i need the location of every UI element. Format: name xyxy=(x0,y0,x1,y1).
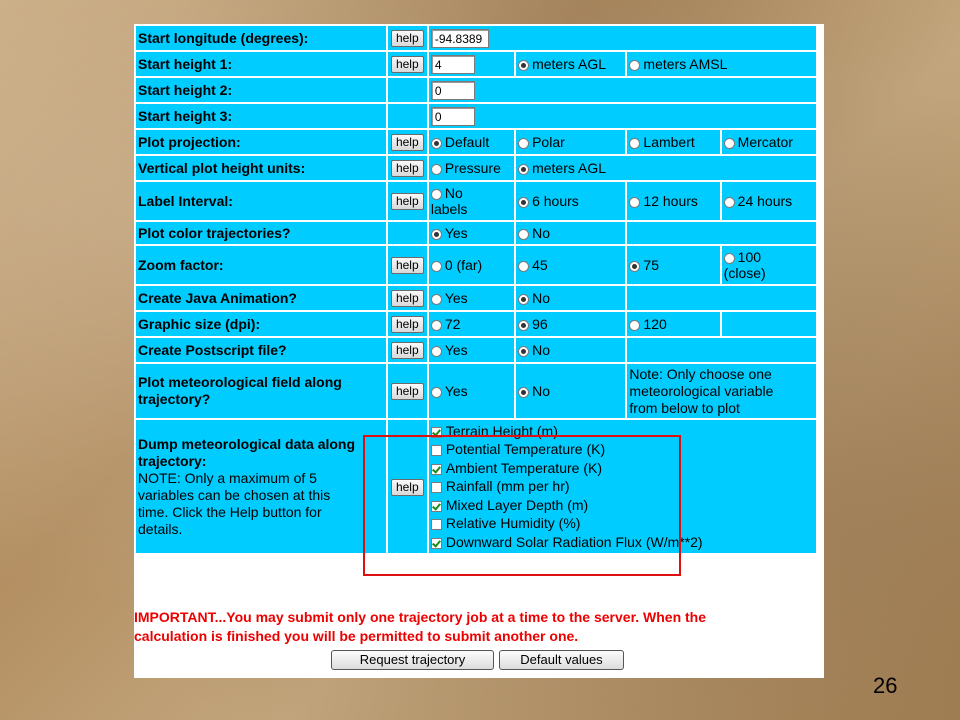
row-label: Create Postscript file? xyxy=(136,338,386,362)
checkbox-rainfall[interactable]: Rainfall (mm per hr) xyxy=(431,477,814,496)
row-postscript xyxy=(136,338,816,362)
radio-unselected-icon xyxy=(431,387,442,398)
checkbox-mixed-layer-depth[interactable]: Mixed Layer Depth (m) xyxy=(431,496,814,515)
radio-unselected-icon xyxy=(629,197,640,208)
checkbox-icon xyxy=(431,482,442,493)
row-vertical-units xyxy=(136,156,816,180)
radio-zoom-45[interactable]: 45 xyxy=(516,246,625,284)
radio-unselected-icon xyxy=(629,60,640,71)
radio-unselected-icon xyxy=(629,320,640,331)
start-longitude-input[interactable]: -94.8389 xyxy=(431,29,489,48)
radio-no[interactable]: No xyxy=(516,286,625,310)
row-label: Label Interval: xyxy=(136,182,386,220)
row-label: Start height 3: xyxy=(136,104,386,128)
radio-unselected-icon xyxy=(431,261,442,272)
radio-zoom-100[interactable]: 100 (close) xyxy=(722,246,816,284)
help-button[interactable]: help xyxy=(391,193,424,210)
row-label: Create Java Animation? xyxy=(136,286,386,310)
help-button[interactable]: help xyxy=(391,134,424,151)
radio-dpi-96[interactable]: 96 xyxy=(516,312,625,336)
radio-unselected-icon xyxy=(724,197,735,208)
trajectory-form-panel xyxy=(134,24,824,678)
radio-polar[interactable]: Polar xyxy=(516,130,625,154)
row-start-height-1 xyxy=(136,52,816,76)
default-values-button[interactable]: Default values xyxy=(499,650,624,670)
radio-dpi-120[interactable]: 120 xyxy=(627,312,719,336)
checkbox-icon xyxy=(431,519,442,530)
help-button[interactable]: help xyxy=(391,257,424,274)
radio-dpi-72[interactable]: 72 xyxy=(429,312,514,336)
radio-yes[interactable]: Yes xyxy=(429,222,514,244)
radio-6-hours[interactable]: 6 hours xyxy=(516,182,625,220)
radio-selected-icon xyxy=(629,261,640,272)
row-label: Plot color trajectories? xyxy=(136,222,386,244)
help-button[interactable]: help xyxy=(391,342,424,359)
help-button[interactable]: help xyxy=(391,30,424,47)
checkbox-solar-radiation-flux[interactable]: Downward Solar Radiation Flux (W/m**2) xyxy=(431,533,814,552)
checkbox-potential-temperature[interactable]: Potential Temperature (K) xyxy=(431,440,814,459)
radio-meters-agl[interactable]: meters AGL xyxy=(516,156,816,180)
radio-zoom-0[interactable]: 0 (far) xyxy=(429,246,514,284)
radio-yes[interactable]: Yes xyxy=(429,364,514,418)
radio-unselected-icon xyxy=(431,294,442,305)
radio-unselected-icon xyxy=(518,229,529,240)
help-button[interactable]: help xyxy=(391,383,424,400)
radio-zoom-75[interactable]: 75 xyxy=(627,246,719,284)
help-button[interactable]: help xyxy=(391,56,424,73)
row-color-trajectories xyxy=(136,222,816,244)
help-button[interactable]: help xyxy=(391,479,424,496)
dump-variable-checklist xyxy=(429,420,816,553)
radio-unselected-icon xyxy=(518,261,529,272)
radio-yes[interactable]: Yes xyxy=(429,286,514,310)
row-label: Plot meteorological field along trajectory? xyxy=(136,364,386,418)
row-start-height-3 xyxy=(136,104,816,128)
row-zoom-factor xyxy=(136,246,816,284)
help-button[interactable]: help xyxy=(391,290,424,307)
row-label: Zoom factor: xyxy=(136,246,386,284)
row-label: Vertical plot height units: xyxy=(136,156,386,180)
trajectory-options-table xyxy=(134,24,818,555)
radio-lambert[interactable]: Lambert xyxy=(627,130,719,154)
row-label: Graphic size (dpi): xyxy=(136,312,386,336)
radio-selected-icon xyxy=(518,164,529,175)
radio-selected-icon xyxy=(431,138,442,149)
met-field-note: Note: Only choose one meteorological variable from below to plot xyxy=(627,364,816,418)
radio-meters-agl[interactable]: meters AGL xyxy=(516,52,625,76)
row-java-animation xyxy=(136,286,816,310)
request-trajectory-button[interactable]: Request trajectory xyxy=(331,650,494,670)
radio-selected-icon xyxy=(518,346,529,357)
row-graphic-size xyxy=(136,312,816,336)
radio-24-hours[interactable]: 24 hours xyxy=(722,182,816,220)
radio-12-hours[interactable]: 12 hours xyxy=(627,182,719,220)
help-button[interactable]: help xyxy=(391,160,424,177)
radio-unselected-icon xyxy=(724,138,735,149)
checkbox-icon xyxy=(431,501,442,512)
row-start-longitude xyxy=(136,26,816,50)
start-height-1-input[interactable]: 4 xyxy=(431,55,475,74)
radio-no[interactable]: No xyxy=(516,338,625,362)
row-label-interval xyxy=(136,182,816,220)
radio-unselected-icon xyxy=(431,320,442,331)
radio-unselected-icon xyxy=(629,138,640,149)
radio-selected-icon xyxy=(518,197,529,208)
checkbox-icon xyxy=(431,445,442,456)
row-label: Start height 2: xyxy=(136,78,386,102)
radio-yes[interactable]: Yes xyxy=(429,338,514,362)
radio-unselected-icon xyxy=(431,346,442,357)
slide-page-number: 26 xyxy=(873,673,898,698)
radio-selected-icon xyxy=(518,320,529,331)
row-dump-met-data xyxy=(136,420,816,553)
start-height-3-input[interactable]: 0 xyxy=(431,107,475,126)
radio-unselected-icon xyxy=(724,253,735,264)
radio-pressure[interactable]: Pressure xyxy=(429,156,514,180)
checkbox-relative-humidity[interactable]: Relative Humidity (%) xyxy=(431,514,814,533)
row-label: Start height 1: xyxy=(136,52,386,76)
radio-unselected-icon xyxy=(431,164,442,175)
row-label: Dump meteorological data along trajectory: NOTE: Only a maximum of 5 variables can be chosen at this time. Click the Help button for details. xyxy=(136,420,386,553)
checkbox-icon xyxy=(431,427,442,438)
radio-no[interactable]: No xyxy=(516,222,625,244)
row-label: Plot projection: xyxy=(136,130,386,154)
radio-unselected-icon xyxy=(431,189,442,200)
row-label: Start longitude (degrees): xyxy=(136,26,386,50)
radio-selected-icon xyxy=(518,387,529,398)
radio-no-labels[interactable]: No labels xyxy=(429,182,514,220)
radio-meters-amsl[interactable]: meters AMSL xyxy=(627,52,816,76)
row-start-height-2 xyxy=(136,78,816,102)
checkbox-icon xyxy=(431,464,442,475)
important-notice: IMPORTANT...You may submit only one trajectory job at a time to the server. When the calculation is finished you will be permitted to submit another one. xyxy=(134,609,707,644)
radio-mercator[interactable]: Mercator xyxy=(722,130,816,154)
radio-no[interactable]: No xyxy=(516,364,625,418)
row-plot-met-field xyxy=(136,364,816,418)
radio-selected-icon xyxy=(518,294,529,305)
row-plot-projection xyxy=(136,130,816,154)
help-button[interactable]: help xyxy=(391,316,424,333)
checkbox-icon xyxy=(431,538,442,549)
radio-selected-icon xyxy=(431,229,442,240)
radio-unselected-icon xyxy=(518,138,529,149)
checkbox-ambient-temperature[interactable]: Ambient Temperature (K) xyxy=(431,459,814,478)
radio-selected-icon xyxy=(518,60,529,71)
start-height-2-input[interactable]: 0 xyxy=(431,81,475,100)
radio-default[interactable]: Default xyxy=(429,130,514,154)
checkbox-terrain-height[interactable]: Terrain Height (m) xyxy=(431,422,814,441)
